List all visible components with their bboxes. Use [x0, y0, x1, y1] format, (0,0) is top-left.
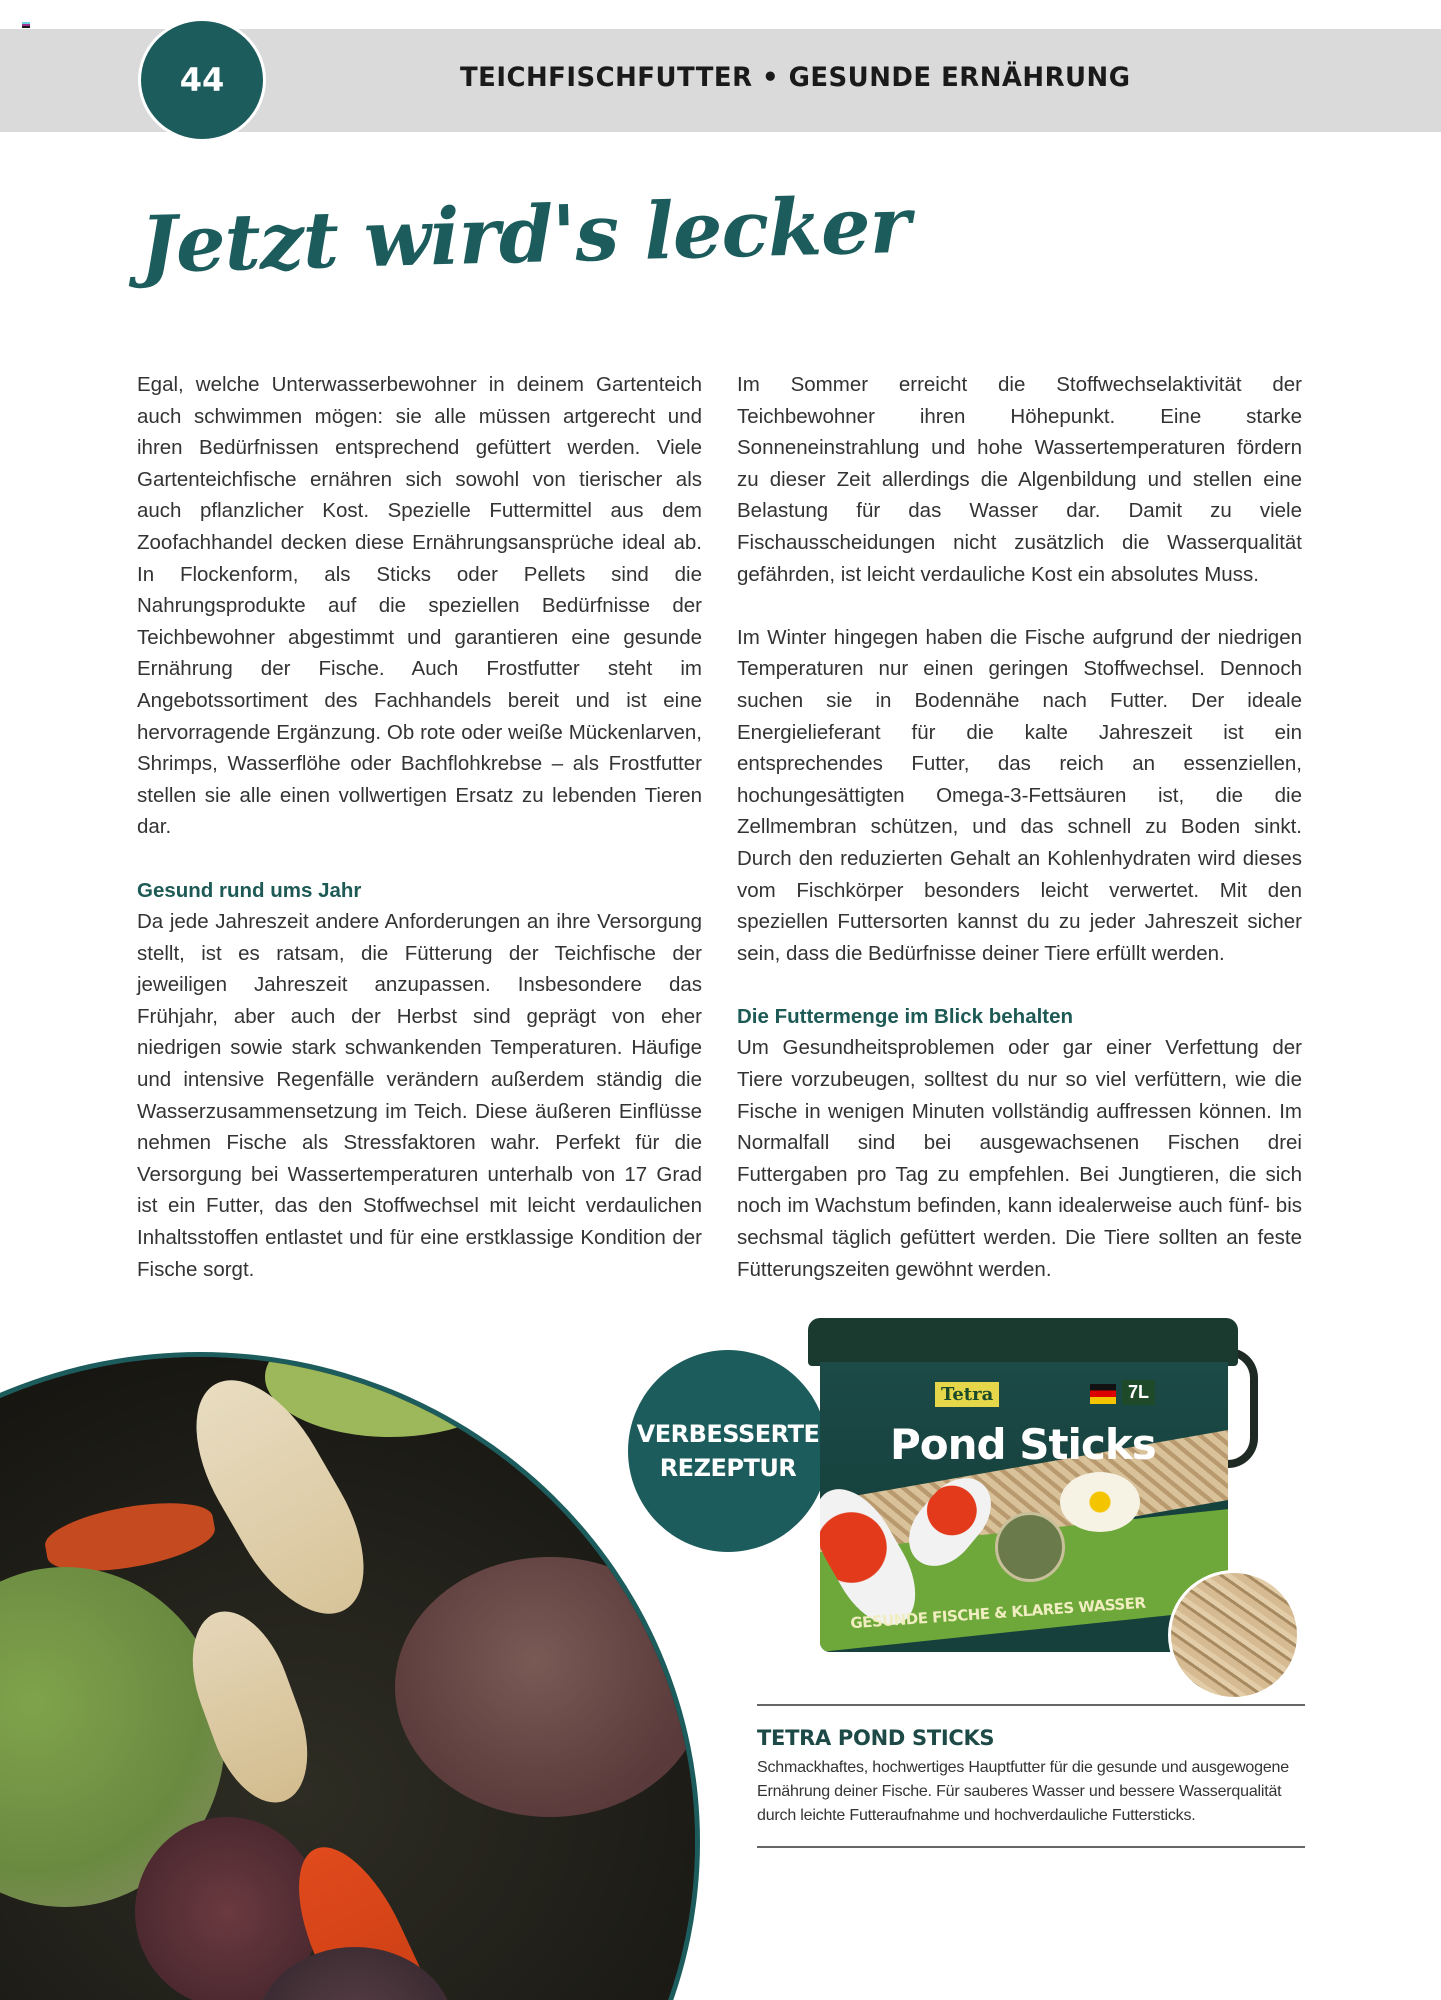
left-column	[137, 369, 702, 1317]
section-heading-year-round: Gesund rund ums Jahr	[137, 878, 362, 902]
section-heading-feeding-amount: Die Futtermenge im Blick behalten	[737, 1004, 1074, 1028]
volume-label: 7L	[1122, 1380, 1155, 1405]
bucket-lid	[808, 1318, 1238, 1366]
summer-paragraph: Im Sommer erreicht die Stoffwechselaktivität der Teichbewohner ihren Höhepunkt. Eine starke Sonneneinstrahlung und hohe Wassertemperaturen fördern zu dieser Zeit allerdings die Algenbildung und stellen eine Belastung für das Wasser dar. Damit zu viele Fischausscheidungen nicht zusätzlich die Wasserqualität gefährden, ist leicht verdauliche Kost ein absolutes Muss.	[737, 373, 1302, 586]
page-headline: Jetzt wird's lecker	[138, 179, 911, 291]
badge-line-2: REZEPTUR	[659, 1454, 797, 1482]
product-description: Schmackhaftes, hochwertiges Hauptfutter für die gesunde und ausgewogene Ernährung deiner Fische. Für sauberes Wasser und bessere Wasserqualität durch leichte Futteraufnahme und hochverdauliche Futtersticks.	[757, 1759, 1289, 1824]
pond-fish-photo	[0, 1352, 700, 2000]
water-lily-illustration	[1060, 1472, 1140, 1532]
section-title: TEICHFISCHFUTTER • GESUNDE ERNÄHRUNG	[460, 62, 1131, 93]
product-slogan: GESUNDE FISCHE & KLARES WASSER	[849, 1593, 1147, 1633]
feeding-amount-paragraph: Um Gesundheitsproblemen oder gar einer Verfettung der Tiere vorzubeugen, solltest du nur so viel verfüttern, wie die Fische in wenigen Minuten vollständig auffressen können. Im Normalfall sind bei ausgewachsenen Fischen drei Futtergaben pro Tag zu empfehlen. Bei Jungtieren, die sich noch im Wachstum befinden, kann idealerweise auch fünf- bis sechsmal täglich gefüttert werden. Die Tiere sollten an feste Fütterungszeiten gewöhnt werden.	[737, 1036, 1302, 1281]
product-info-box	[757, 1704, 1305, 1848]
winter-paragraph: Im Winter hingegen haben die Fische aufgrund der niedrigen Temperaturen nur einen geringen Stoffwechsel. Dennoch suchen sie in Bodennähe nach Futter. Der ideale Energielieferant für die kalte Jahreszeit ist ein entsprechendes Futter, das reich an essenziellen, hochungesättigten Omega-3-Fettsäuren ist, die die Zellmembran schützen, und das schnell zu Boden sinkt. Durch den reduzierten Gehalt an Kohlenhydraten wird dieses vom Fischkörper besonders leicht verwertet. Mit den speziellen Futtersorten kannst du zu jeder Jahreszeit sicher sein, dass die Bedürfnisse deiner Tiere erfüllt werden.	[737, 625, 1302, 965]
intro-paragraph: Egal, welche Unterwasserbewohner in deinem Gartenteich auch schwimmen mögen: sie alle müssen artgerecht und ihren Bedürfnissen entsprechend gefüttert werden. Viele Gartenteichfische ernähren sich sowohl von tierischer als auch pflanzlicher Kost. Spezielle Futtermittel aus dem Zoofachhandel decken diese Ernährungsansprüche ideal ab. In Flockenform, als Sticks oder Pellets sind die Nahrungsprodukte auf die speziellen Bedürfnisse der Teichbewohner abgestimmt und garantieren eine gesunde Ernährung der Fische. Auch Frostfutter steht im Angebotssortiment des Fachhandels bereit und ist eine hervorragende Ergänzung. Ob rote oder weiße Mückenlarven, Shrimps, Wasserflöhe oder Bachflohkrebse – als Frostfutter stellen sie alle einen vollwertigen Ersatz zu lebenden Tieren dar.	[137, 373, 702, 839]
page-number-badge	[138, 18, 266, 142]
right-column	[737, 369, 1302, 1317]
quality-seal-icon	[995, 1512, 1065, 1582]
bucket-body	[820, 1362, 1228, 1652]
german-flag-icon	[1090, 1384, 1116, 1404]
lily-pad-image	[395, 1557, 700, 1817]
pellets-closeup-image	[1168, 1570, 1300, 1700]
tetra-logo: Tetra	[935, 1382, 999, 1407]
product-title: TETRA POND STICKS	[757, 1726, 995, 1750]
improved-recipe-badge	[628, 1350, 828, 1552]
year-round-paragraph: Da jede Jahreszeit andere Anforderungen an ihre Versorgung stellt, ist es ratsam, die Fütterung der Teichfische der jeweiligen Jahreszeit anzupassen. Insbesondere das Frühjahr, aber auch der Herbst sind geprägt von eher niedrigen sowie stark schwankenden Temperaturen. Häufige und intensive Regenfälle verändern außerdem ständig die Wasserzusammensetzung im Teich. Diese äußeren Einflüsse nehmen Fische als Stressfaktoren wahr. Perfekt für die Versorgung bei Wassertemperaturen unterhalb von 17 Grad ist ein Futter, das den Stoffwechsel mit leicht verdaulichen Inhaltsstoffen entlastet und für eine erstklassige Kondition der Fische sorgt.	[137, 910, 702, 1281]
product-name-label: Pond Sticks	[890, 1420, 1156, 1469]
badge-line-1: VERBESSERTE	[636, 1420, 820, 1448]
page-number: 44	[179, 61, 225, 99]
